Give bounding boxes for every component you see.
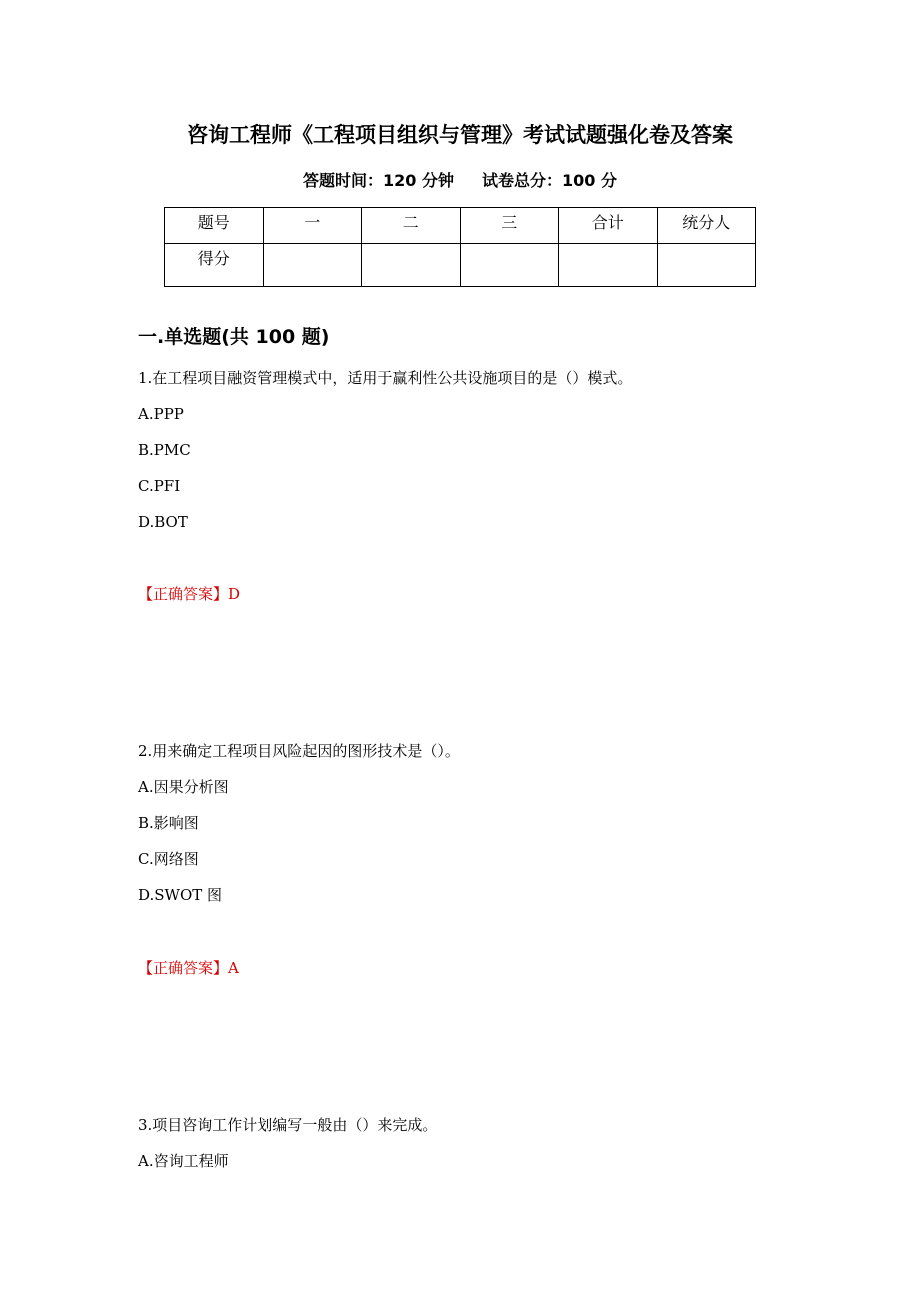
score-table	[164, 207, 756, 287]
question-stem: 3.项目咨询工作计划编写一般由（）来完成。	[138, 1116, 438, 1134]
question-option: C.PFI	[138, 477, 181, 495]
document-title: 咨询工程师《工程项目组织与管理》考试试题强化卷及答案	[187, 123, 733, 147]
score-table-header: 二	[362, 208, 461, 244]
question-option: B.PMC	[138, 441, 191, 459]
section-title: 一.单选题(共 100 题)	[138, 326, 330, 348]
question-option: A.咨询工程师	[138, 1152, 229, 1170]
score-table-header: 三	[460, 208, 559, 244]
exam-total-score: 试卷总分：100 分	[482, 171, 617, 190]
score-cell	[460, 244, 559, 287]
exam-time: 答题时间：120 分钟	[303, 171, 454, 190]
question-option: A.PPP	[138, 405, 184, 423]
score-cell	[263, 244, 362, 287]
correct-answer: 【正确答案】A	[138, 959, 239, 977]
score-row-label: 得分	[165, 244, 264, 287]
score-cell	[657, 244, 756, 287]
score-table-score-row	[165, 244, 756, 287]
question-option: A.因果分析图	[138, 778, 229, 796]
score-table-header-row	[165, 208, 756, 244]
score-table-header: 一	[263, 208, 362, 244]
question-stem: 2.用来确定工程项目风险起因的图形技术是（）。	[138, 742, 460, 760]
question-option: C.网络图	[138, 850, 199, 868]
score-table-header: 统分人	[657, 208, 756, 244]
question-option: B.影响图	[138, 814, 199, 832]
question-option: D.BOT	[138, 513, 188, 531]
exam-info	[0, 169, 920, 193]
question-stem: 1.在工程项目融资管理模式中，适用于赢利性公共设施项目的是（）模式。	[138, 369, 633, 387]
correct-answer: 【正确答案】D	[138, 585, 241, 603]
score-table-header: 合计	[559, 208, 658, 244]
question-option: D.SWOT 图	[138, 886, 223, 904]
score-table-header: 题号	[165, 208, 264, 244]
score-cell	[362, 244, 461, 287]
score-cell	[559, 244, 658, 287]
